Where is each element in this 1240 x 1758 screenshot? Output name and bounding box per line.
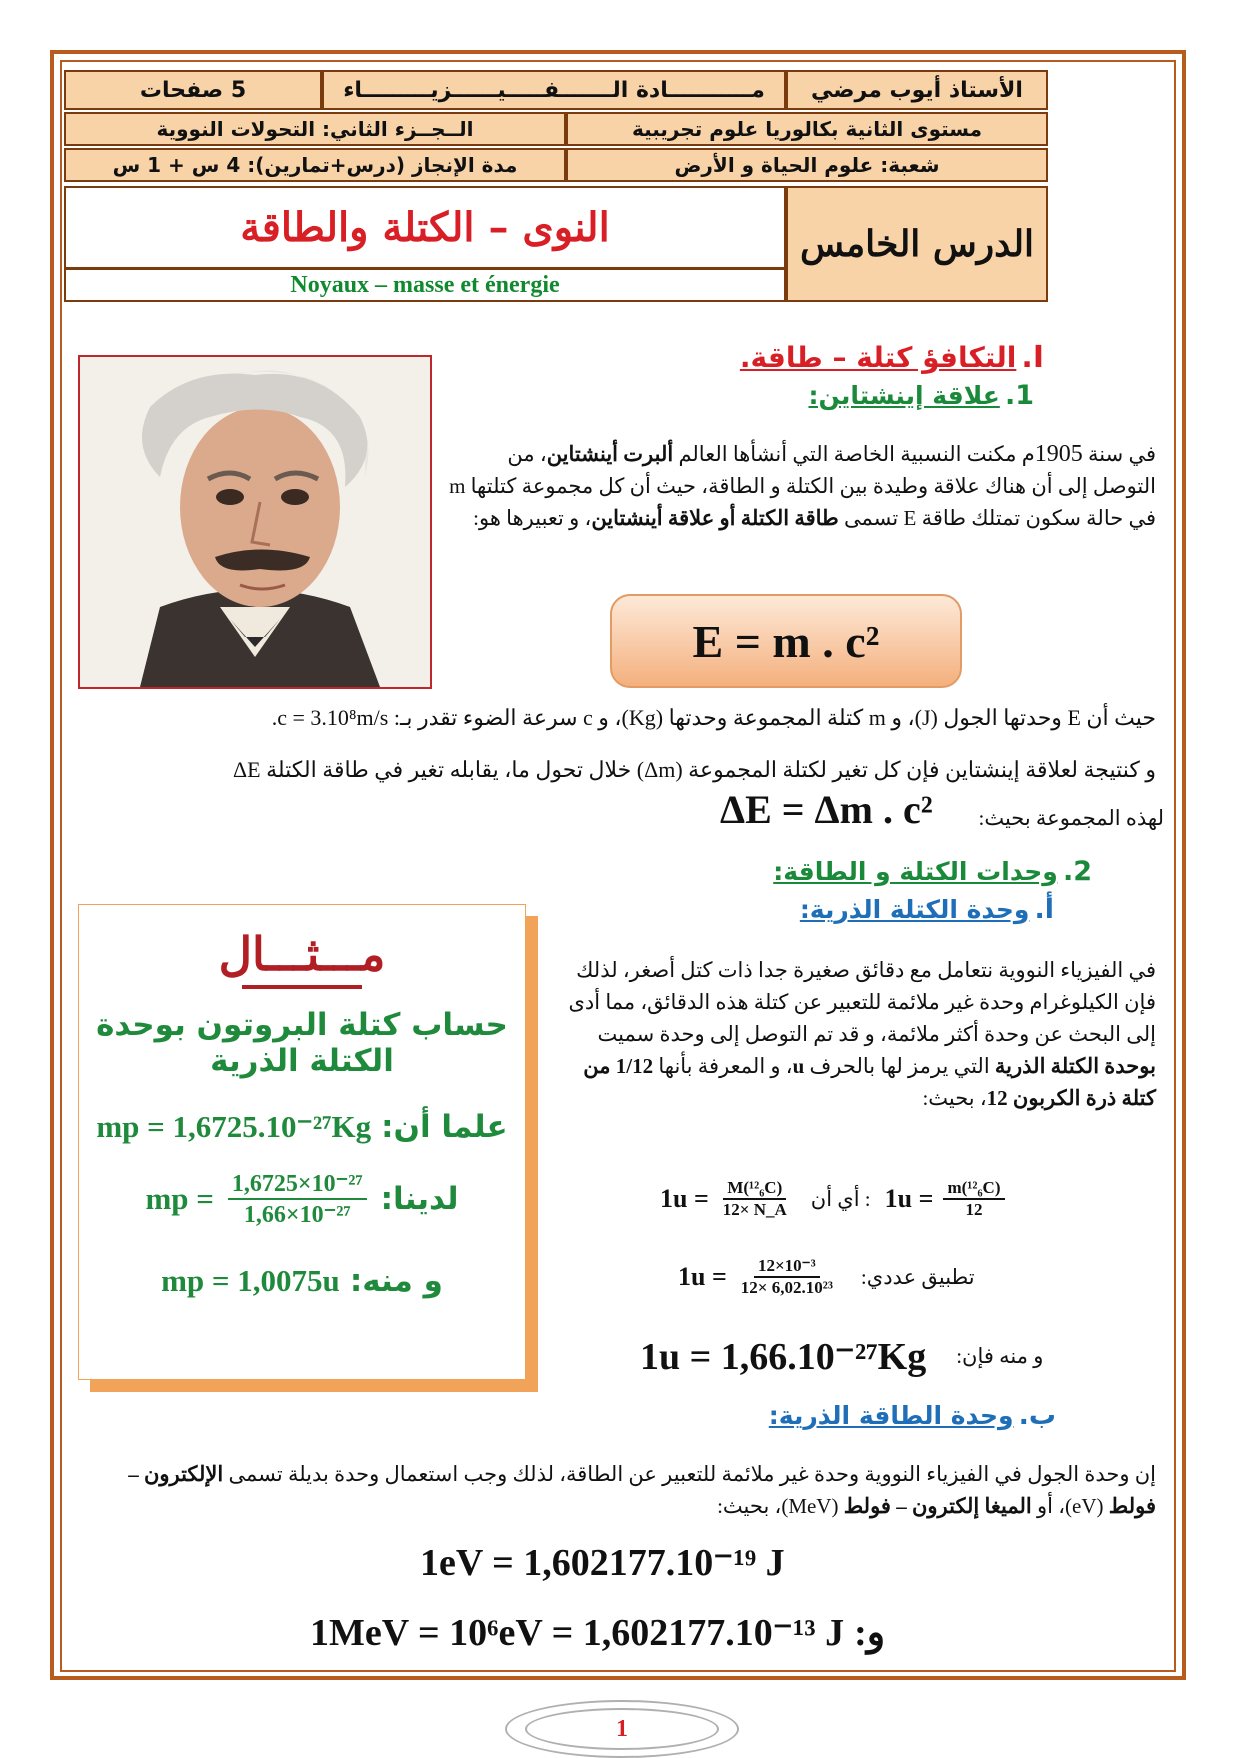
mev-prefix: و: — [854, 1612, 886, 1654]
example-given-value: mp = 1,6725.10⁻²⁷Kg — [96, 1109, 372, 1144]
u-def1-fraction — [943, 1178, 1004, 1220]
example-have-lhs: mp = — [145, 1181, 214, 1216]
para-text: ، و تعبيرها هو: — [473, 506, 592, 530]
u-result-label: و منه فإن: — [956, 1344, 1044, 1368]
subsection2-heading — [592, 856, 1092, 887]
subsection1-title: علاقة إينشتاين: — [808, 381, 1000, 410]
para-text: م مكنت النسبية الخاصة التي أنشأها العالم — [673, 442, 1035, 466]
subsection-a-title: وحدة الكتلة الذرية: — [799, 895, 1030, 924]
symbol-E: E — [903, 506, 917, 530]
title-fr-cell — [64, 268, 786, 302]
subsection-a-number: أ. — [1034, 894, 1054, 925]
mass-energy-term: طاقة الكتلة أو علاقة أينشتاين — [591, 506, 839, 530]
ev-formula: 1eV = 1,602177.10⁻¹⁹ J — [420, 1542, 785, 1584]
example-have-label: لدينا: — [380, 1181, 459, 1217]
level-text: مستوى الثانية بكالوريا علوم تجريبية — [631, 117, 983, 141]
consequence-line2: لهذه المجموعة بحيث: — [978, 806, 1164, 830]
consequence-line: و كنتيجة لعلاقة إينشتاين فإن كل تغير لكتلة المجموعة (Δm) خلال تحول ما، يقابله تغير في طاقة الكتلة ΔE — [232, 757, 1156, 782]
subsection-b-number: ب. — [1018, 1400, 1056, 1431]
pages-cell — [64, 70, 322, 110]
para-text: ، من التوصل إلى أن هناك علاقة وطيدة بين الكتلة و الطاقة، حيث أن كل مجموعة كتلتها — [465, 442, 1156, 498]
example-result-label: و منه: — [349, 1263, 443, 1299]
einstein-formula-box — [610, 594, 962, 688]
para-text: التي يرمز لها بالحرف — [804, 1054, 995, 1078]
para-text: في الفيزياء النووية نتعامل مع دقائق صغيرة جدا ذات كتل أصغر، لذلك فإن الكيلوغرام وحدة غير ملائمة للتعبير عن كتلة هذه الدقائق، مما أدى إلى البحث عن وحدة أكثر ملائمة، و قد تم التوصل إلى وحدة سميت — [568, 958, 1156, 1046]
subject-name: مـــــــــــادة الـــــــفـــــيــــــزيـــــــــاء — [343, 77, 765, 103]
para-text: ، بحيث: — [922, 1086, 987, 1110]
numeric-num: 12×10⁻³ — [754, 1256, 820, 1278]
para-text: في حالة سكون تمتلك طاقة — [916, 506, 1156, 530]
mev-formula: 1MeV = 10⁶eV = 1,602177.10⁻¹³ J — [310, 1612, 845, 1654]
subsection2-number: 2. — [1062, 856, 1092, 887]
u-def-separator: : أي أن — [810, 1186, 871, 1211]
numeric-label: تطبيق عددي: — [860, 1264, 975, 1289]
duration-cell — [64, 148, 566, 182]
u-def2-den: 12× N_A — [722, 1200, 787, 1219]
subsection1-number: 1. — [1004, 380, 1034, 411]
example-subtitle: حساب كتلة البروتون بوحدة الكتلة الذرية — [96, 1007, 508, 1079]
part-text: الــجــزء الثاني: التحولات النووية — [156, 117, 474, 141]
branch-text: شعبة: علوم الحياة و الأرض — [674, 153, 940, 177]
example-have-fraction — [228, 1169, 367, 1229]
page-count: 5 صفحات — [139, 77, 247, 103]
numeric-application — [678, 1256, 975, 1298]
branch-cell — [566, 148, 1048, 182]
lesson-cell — [786, 186, 1048, 302]
para-text: تسمى — [838, 506, 904, 530]
example-given — [79, 1109, 525, 1145]
title-ar-cell — [64, 186, 786, 268]
amu-paragraph — [556, 954, 1156, 1114]
einstein-paragraph — [448, 438, 1156, 534]
einstein-photo — [78, 355, 432, 689]
example-have-num: 1,6725×10⁻²⁷ — [228, 1169, 367, 1200]
subject-cell — [322, 70, 786, 110]
u-def2-fraction — [719, 1178, 791, 1220]
amu-term: بوحدة الكتلة الذرية — [994, 1054, 1156, 1078]
energy-unit-paragraph — [90, 1458, 1156, 1522]
u-def2-lhs: 1u = — [660, 1184, 709, 1213]
delta-formula: ΔE = Δm . c² — [720, 787, 933, 832]
u-def1-num: m(¹²₆C) — [943, 1178, 1004, 1200]
para-text: ، و المعرفة بأنها — [653, 1054, 793, 1078]
mev-term: الميغا إلكترون – فولط — [843, 1494, 1032, 1518]
section1-number: I. — [1021, 340, 1044, 375]
year-1905: 1905 — [1034, 441, 1083, 467]
para-text: (MeV)، بحيث: — [717, 1494, 844, 1518]
u-def2-num: M(¹²₆C) — [723, 1178, 786, 1200]
lesson-title-fr: Noyaux – masse et énergie — [290, 271, 560, 298]
carbon12-definition: 1/12 من كتلة ذرة الكربون 12 — [583, 1054, 1156, 1110]
symbol-m: m — [449, 474, 466, 498]
ev-term: الإلكترون – فولط — [128, 1462, 1156, 1518]
subsection-b-heading — [556, 1400, 1056, 1431]
subsection1-heading — [634, 380, 1034, 411]
mev-line — [310, 1610, 885, 1655]
example-result — [79, 1263, 525, 1299]
example-given-label: علما أن: — [381, 1109, 508, 1145]
subsection-a-heading — [554, 894, 1054, 925]
einstein-formula: E = m . c² — [692, 615, 880, 667]
teacher-cell — [786, 70, 1048, 110]
para-text: (eV)، أو — [1031, 1494, 1109, 1518]
para-text: في سنة — [1082, 442, 1156, 466]
example-title: مـــثـــال — [218, 927, 386, 981]
subsection2-title: وحدات الكتلة و الطاقة: — [773, 857, 1058, 886]
lesson-title-ar: النوى – الكتلة والطاقة — [240, 204, 610, 251]
numeric-fraction — [737, 1256, 837, 1298]
where-line: حيث أن E وحدتها الجول (J)، و m كتلة المجموعة وحدتها (Kg)، و c سرعة الضوء تقدر بـ: c = 3.10⁸m/s. — [271, 705, 1156, 730]
numeric-lhs: 1u = — [678, 1262, 727, 1291]
symbol-u: u — [792, 1054, 805, 1078]
u-result-value: 1u = 1,66.10⁻²⁷Kg — [640, 1336, 927, 1378]
level-cell — [566, 112, 1048, 146]
teacher-name: الأستاذ أيوب مرضي — [811, 77, 1023, 103]
para-text: إن وحدة الجول في الفيزياء النووية وحدة غير ملائمة للتعبير عن الطاقة، لذلك وجب استعمال وحدة بديلة تسمى — [228, 1462, 1156, 1486]
u-def1-lhs: 1u = — [884, 1184, 934, 1213]
u-definitions — [660, 1178, 1011, 1220]
example-have-den: 1,66×10⁻²⁷ — [243, 1202, 351, 1228]
example-result-value: mp = 1,0075u — [161, 1263, 340, 1298]
u-result — [640, 1334, 1043, 1379]
einstein-portrait-icon — [80, 357, 430, 687]
subsection-b-title: وحدة الطاقة الذرية: — [768, 1401, 1014, 1430]
section1-heading — [544, 340, 1044, 375]
u-def1-den: 12 — [965, 1200, 983, 1219]
example-box — [78, 904, 526, 1380]
part-cell — [64, 112, 566, 146]
page-number-inner-oval — [525, 1708, 719, 1750]
einstein-name: ألبرت أينشتاين — [546, 442, 674, 466]
page-number: 1 — [616, 1715, 628, 1742]
example-have — [79, 1169, 525, 1229]
duration-text: مدة الإنجاز (درس+تمارين): 4 س + 1 س — [112, 153, 518, 177]
example-title-underline — [242, 985, 362, 989]
numeric-den: 12× 6,02.10²³ — [740, 1278, 833, 1297]
lesson-label: الدرس الخامس — [799, 223, 1035, 265]
section1-title: التكافؤ كتلة – طاقة. — [739, 341, 1017, 374]
